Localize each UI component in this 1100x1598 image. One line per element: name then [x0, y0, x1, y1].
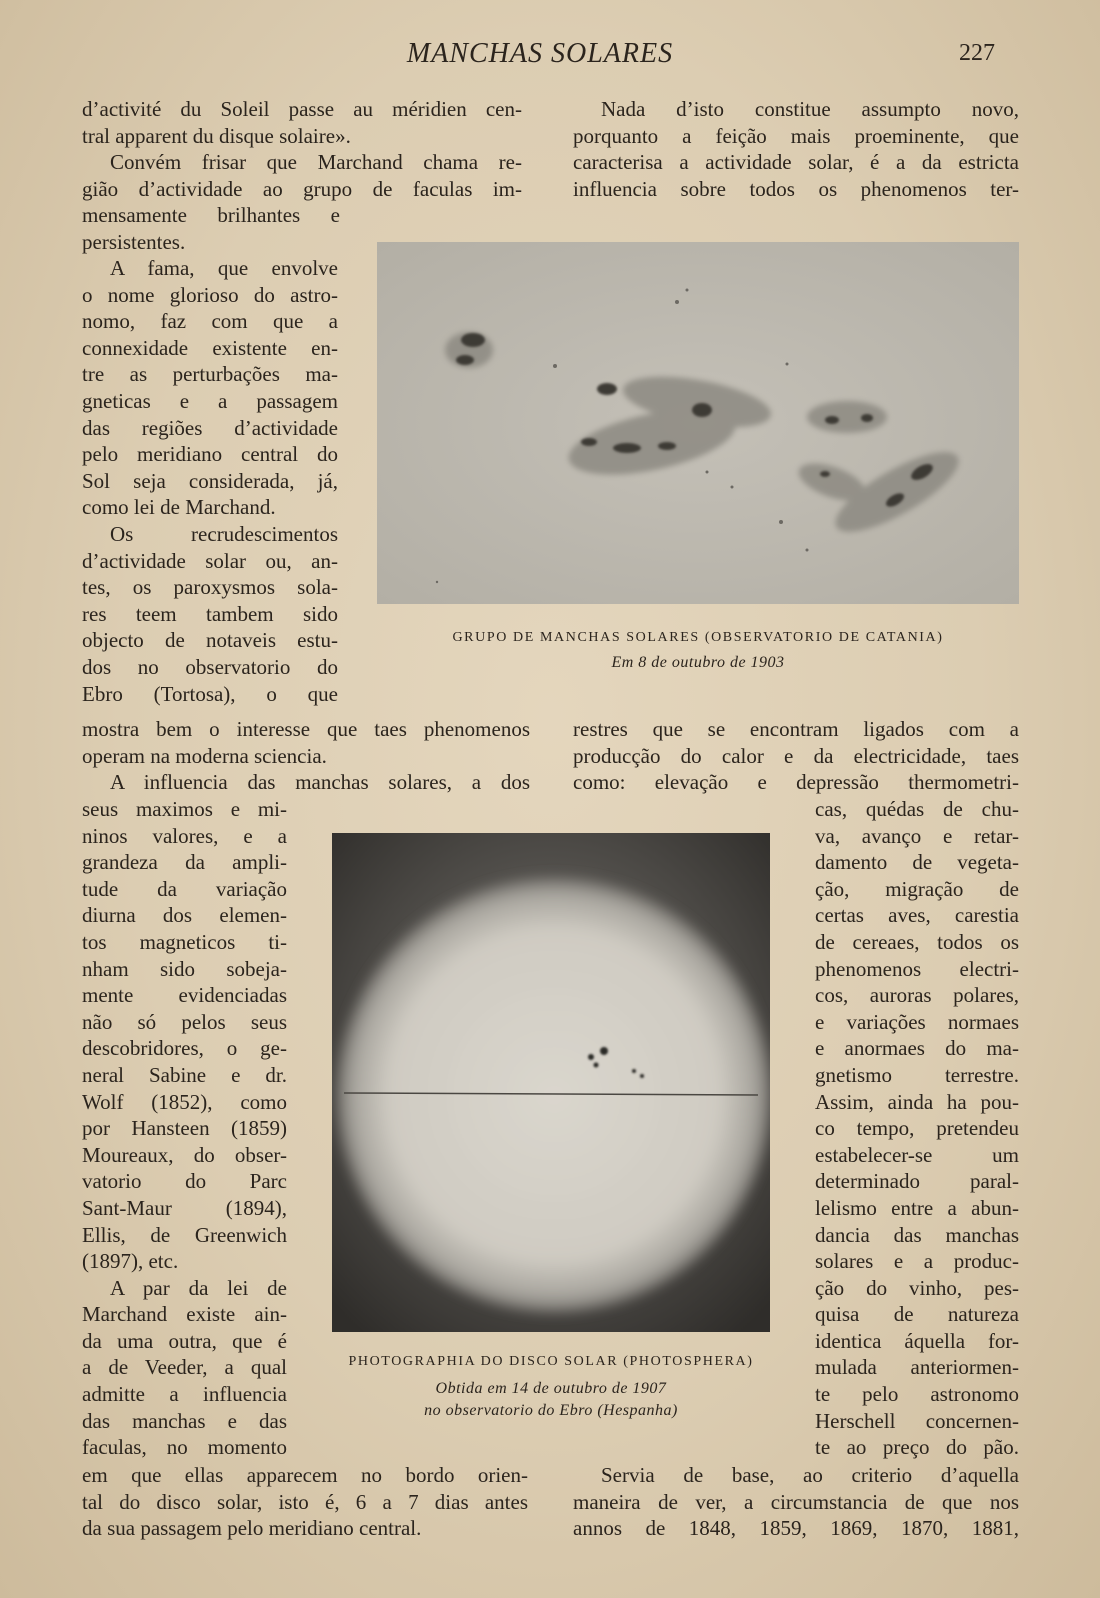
figure2-caption-line2: no observatorio do Ebro (Hespanha): [424, 1402, 678, 1419]
text-line: Wolf (1852), como: [82, 1089, 287, 1114]
right-column-top: [573, 96, 1019, 202]
text-line: d’actividade solar ou, an-: [82, 548, 338, 573]
text-line: e anormaes do ma-: [815, 1036, 1019, 1061]
text-line: mente evidenciadas: [82, 983, 287, 1008]
text-line: Servia de base, ao criterio d’aquella: [601, 1463, 1019, 1487]
text-line: ção do vinho, pes-: [815, 1275, 1019, 1300]
text-line: influencia sobre todos os phenomenos ter-: [573, 176, 1019, 201]
text-line: estabelecer-se um: [815, 1142, 1019, 1167]
text-line: como: elevação e depressão thermometri-: [573, 770, 1019, 795]
text-line: gnetismo terrestre.: [815, 1062, 1019, 1087]
text-line: lelismo entre a abun-: [815, 1195, 1019, 1220]
left-column-mid: [82, 716, 530, 796]
text-line: te pelo astronomo: [815, 1382, 1019, 1407]
text-line: determinado paral-: [815, 1169, 1019, 1194]
text-line: nomo, faz com que a: [82, 309, 338, 334]
text-line: Os recrudescimentos: [110, 521, 338, 546]
text-line: d’activité du Soleil passe au méridien cen-: [82, 97, 522, 121]
text-line: co tempo, pretendeu: [815, 1116, 1019, 1141]
text-line: solares e a produc-: [815, 1249, 1019, 1274]
text-line: Ebro (Tortosa), o que: [82, 681, 338, 706]
solar-disc-image: [332, 833, 770, 1332]
text-line: dancia das manchas: [815, 1222, 1019, 1247]
text-line: dos no observatorio do: [82, 654, 338, 679]
text-line: Assim, ainda ha pou-: [815, 1089, 1019, 1114]
text-line: faculas, no momento: [82, 1435, 287, 1460]
left-column-top: [82, 96, 522, 256]
sunspot-group-image: [377, 242, 1019, 604]
text-line: tos magneticos ti-: [82, 929, 287, 954]
text-line: Nada d’isto constitue assumpto novo,: [601, 97, 1019, 121]
text-line: Convém frisar que Marchand chama re-: [110, 150, 522, 175]
text-line: porquanto a feição mais proeminente, que: [573, 123, 1019, 148]
text-line: grandeza da ampli-: [82, 850, 287, 875]
text-line: connexidade existente en-: [82, 335, 338, 360]
text-line: objecto de notaveis estu-: [82, 628, 338, 653]
solar-disc-photo: [332, 833, 770, 1332]
text-line: o nome glorioso do astro-: [82, 282, 338, 307]
figure1-caption-date: Em 8 de outubro de 1903: [611, 654, 785, 671]
text-line: nham sido sobeja-: [82, 956, 287, 981]
text-line: quisa de natureza: [815, 1302, 1019, 1327]
text-line: em que ellas apparecem no bordo orien-: [82, 1463, 528, 1487]
text-line: va, avanço e retar-: [815, 823, 1019, 848]
text-line: persistentes.: [82, 229, 186, 254]
text-line: operam na moderna sciencia.: [82, 743, 327, 768]
text-line: e variações normaes: [815, 1009, 1019, 1034]
figure2-caption-line1: Obtida em 14 de outubro de 1907: [435, 1380, 667, 1397]
text-line: por Hansteen (1859): [82, 1116, 287, 1141]
text-line: Herschell concernen-: [815, 1408, 1019, 1433]
text-line: phenomenos electri-: [815, 956, 1019, 981]
text-line: certas aves, carestia: [815, 903, 1019, 928]
text-line: A influencia das manchas solares, a dos: [110, 770, 530, 795]
text-line: de cereaes, todos os: [815, 929, 1019, 954]
text-line: diurna dos elemen-: [82, 903, 287, 928]
text-line: descobridores, o ge-: [82, 1036, 287, 1061]
text-line: annos de 1848, 1859, 1869, 1870, 1881,: [573, 1516, 1019, 1541]
text-line: a de Veeder, a qual: [82, 1355, 287, 1380]
text-line: res teem tambem sido: [82, 601, 338, 626]
text-line: gneticas e a passagem: [82, 388, 338, 413]
right-column-mid: [573, 716, 1019, 796]
text-line: tal do disco solar, isto é, 6 a 7 dias antes: [82, 1489, 528, 1514]
text-line: da sua passagem pelo meridiano central.: [82, 1516, 422, 1541]
right-column-end: [573, 1462, 1019, 1542]
text-line: Ellis, de Greenwich: [82, 1222, 287, 1247]
text-line: restres que se encontram ligados com a: [573, 717, 1019, 741]
figure1-caption-title: GRUPO DE MANCHAS SOLARES (OBSERVATORIO DE CATANIA): [452, 630, 944, 645]
text-line: tral apparent du disque solaire».: [82, 123, 351, 148]
text-line: Sol seja considerada, já,: [82, 468, 338, 493]
text-line: ção, migração de: [815, 876, 1019, 901]
right-column-bottom: [815, 796, 1019, 1461]
text-line: mostra bem o interesse que taes phenomenos: [82, 717, 530, 741]
text-line: damento de vegeta-: [815, 850, 1019, 875]
text-line: caracterisa a actividade solar, é a da estricta: [573, 150, 1019, 175]
text-line: identica áquella for-: [815, 1328, 1019, 1353]
text-line: pelo meridiano central do: [82, 442, 338, 467]
left-column-narrow: [82, 255, 338, 707]
text-line: das regiões d’actividade: [82, 415, 338, 440]
text-line: cos, auroras polares,: [815, 983, 1019, 1008]
figure2-caption-title: PHOTOGRAPHIA DO DISCO SOLAR (PHOTOSPHERA): [348, 1354, 754, 1369]
text-line: Moureaux, do obser-: [82, 1142, 287, 1167]
left-column-bottom: [82, 796, 287, 1461]
text-line: (1897), etc.: [82, 1249, 179, 1274]
text-line: admitte a influencia: [82, 1382, 287, 1407]
text-line: tude da variação: [82, 876, 287, 901]
text-line: te ao preço do pão.: [815, 1435, 1019, 1460]
text-line: mensamente brilhantes e: [82, 203, 340, 228]
text-line: tes, os paroxysmos sola-: [82, 575, 338, 600]
running-title: MANCHAS SOLARES: [406, 38, 674, 69]
text-line: A par da lei de: [110, 1275, 287, 1300]
text-line: gião d’actividade ao grupo de faculas im-: [82, 176, 522, 201]
sunspot-group-photo: [377, 242, 1019, 604]
text-line: vatorio do Parc: [82, 1169, 287, 1194]
text-line: tre as perturbações ma-: [82, 362, 338, 387]
text-line: ninos valores, e a: [82, 823, 287, 848]
left-column-end: [82, 1462, 528, 1542]
text-line: não só pelos seus: [82, 1009, 287, 1034]
text-line: cas, quédas de chu-: [815, 797, 1019, 821]
text-line: producção do calor e da electricidade, taes: [573, 743, 1019, 768]
text-line: Sant-Maur (1894),: [82, 1195, 287, 1220]
text-line: seus maximos e mi-: [82, 797, 287, 821]
page-number: 227: [959, 40, 995, 66]
text-line: como lei de Marchand.: [82, 495, 276, 520]
text-line: das manchas e das: [82, 1408, 287, 1433]
text-line: A fama, que envolve: [110, 256, 338, 280]
text-line: maneira de ver, a circumstancia de que nos: [573, 1489, 1019, 1514]
text-line: neral Sabine e dr.: [82, 1062, 287, 1087]
text-line: mulada anteriormen-: [815, 1355, 1019, 1380]
text-line: da uma outra, que é: [82, 1328, 287, 1353]
text-line: Marchand existe ain-: [82, 1302, 287, 1327]
